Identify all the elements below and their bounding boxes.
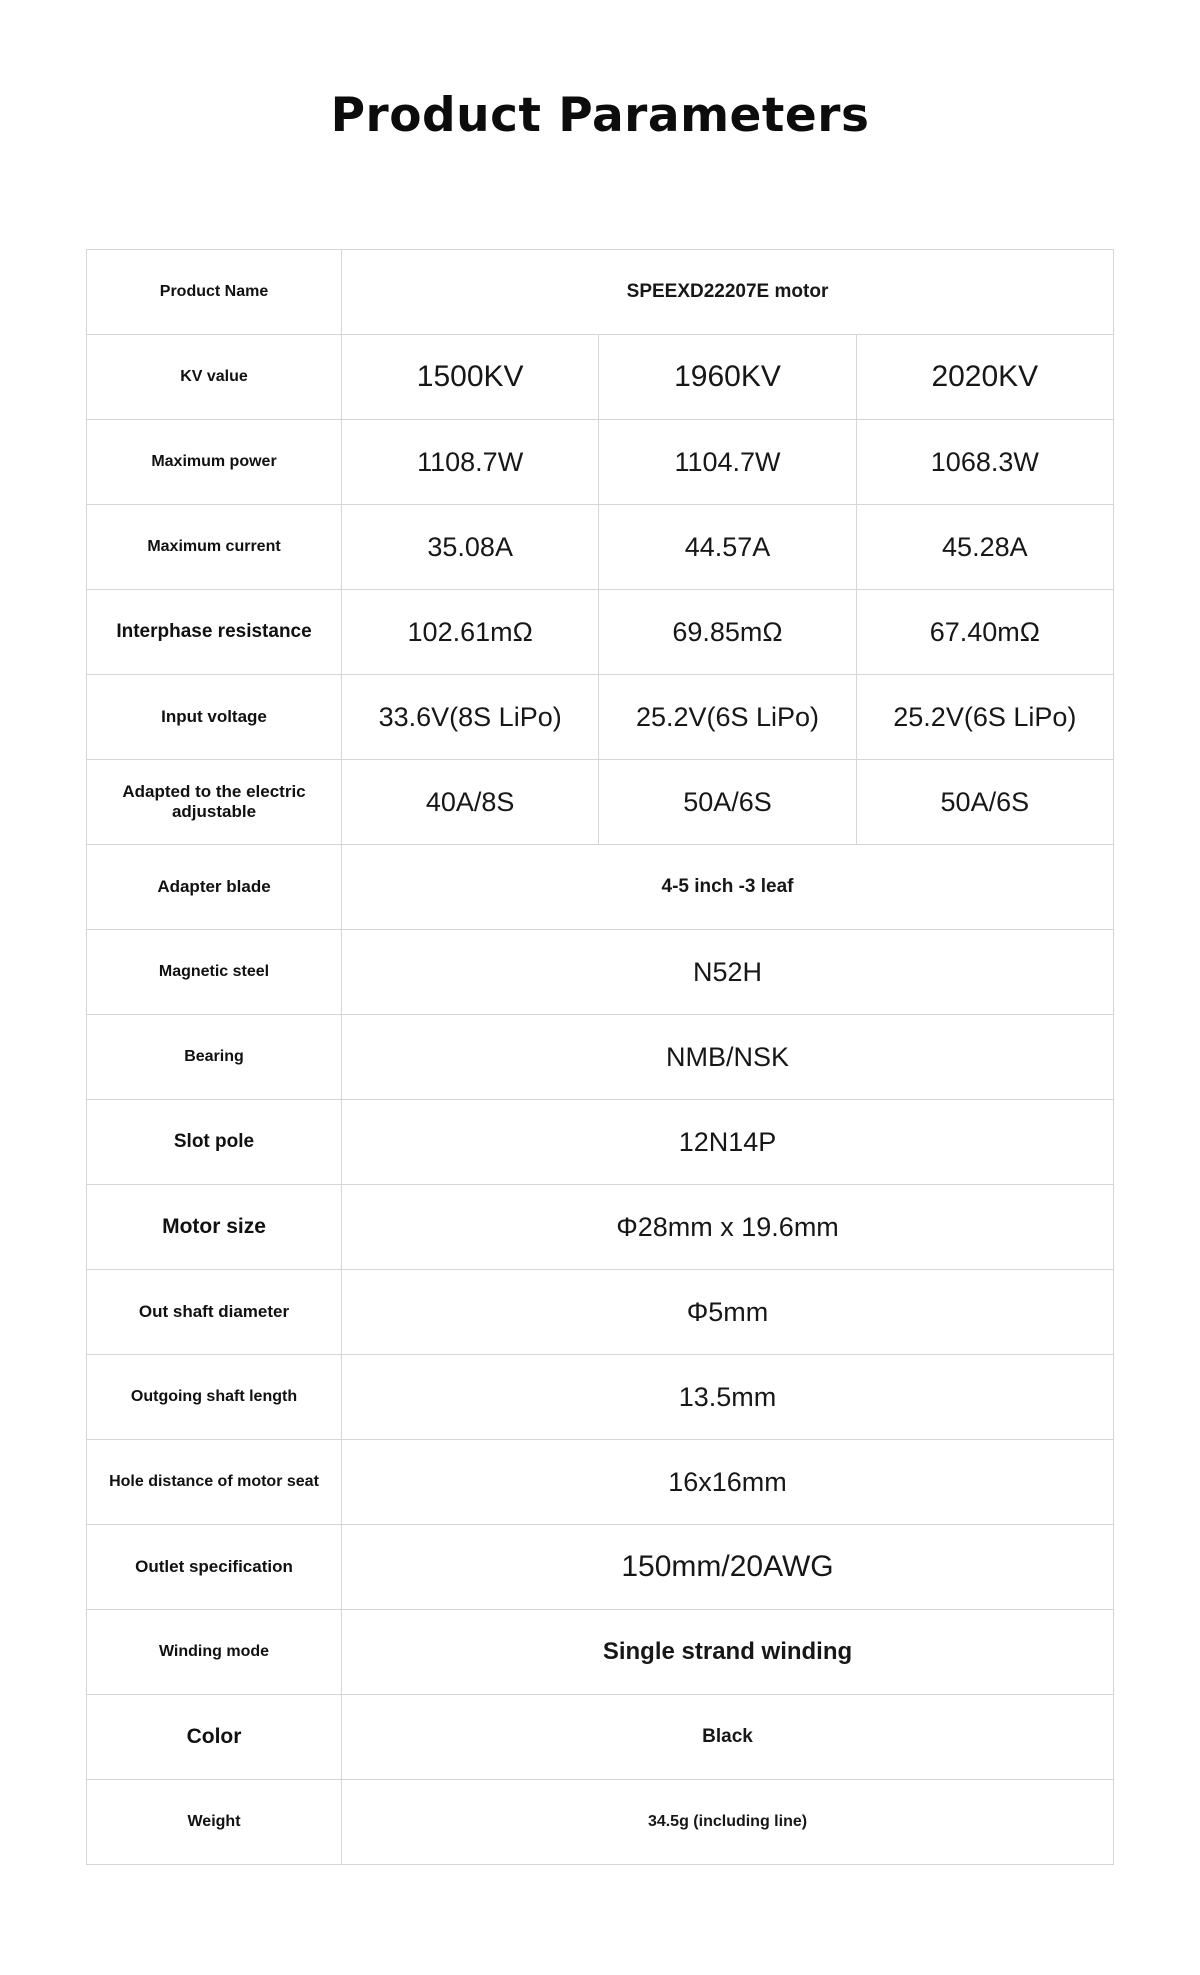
table-row [87, 1015, 1114, 1100]
row-value: NMB/NSK [342, 1015, 1114, 1100]
table-row [87, 675, 1114, 760]
row-label: Outgoing shaft length [87, 1355, 342, 1440]
table-row [87, 420, 1114, 505]
row-label: Motor size [87, 1185, 342, 1270]
spec-table [86, 249, 1114, 1865]
row-label: Weight [87, 1780, 342, 1865]
row-value-2: 25.2V(6S LiPo) [599, 675, 856, 760]
row-value-1: 1108.7W [342, 420, 599, 505]
table-row [87, 1440, 1114, 1525]
row-value-1: 40A/8S [342, 760, 599, 845]
row-value: 16x16mm [342, 1440, 1114, 1525]
row-value-2: 1960KV [599, 335, 856, 420]
row-value-3: 1068.3W [856, 420, 1113, 505]
table-row [87, 1780, 1114, 1865]
row-value-3: 45.28A [856, 505, 1113, 590]
row-value: 4-5 inch -3 leaf [342, 845, 1114, 930]
row-value-1: 1500KV [342, 335, 599, 420]
row-label: KV value [87, 335, 342, 420]
table-row [87, 590, 1114, 675]
row-value: Φ28mm x 19.6mm [342, 1185, 1114, 1270]
row-value-3: 2020KV [856, 335, 1113, 420]
row-value-2: 69.85mΩ [599, 590, 856, 675]
row-value: 12N14P [342, 1100, 1114, 1185]
table-row [87, 1270, 1114, 1355]
row-label: Product Name [87, 250, 342, 335]
table-row [87, 845, 1114, 930]
table-row [87, 1185, 1114, 1270]
row-value: 13.5mm [342, 1355, 1114, 1440]
table-row [87, 1695, 1114, 1780]
row-value-3: 50A/6S [856, 760, 1113, 845]
row-value-3: 67.40mΩ [856, 590, 1113, 675]
row-label: Hole distance of motor seat [87, 1440, 342, 1525]
row-label: Bearing [87, 1015, 342, 1100]
table-row [87, 1525, 1114, 1610]
table-row [87, 250, 1114, 335]
row-label: Maximum current [87, 505, 342, 590]
row-label: Adapter blade [87, 845, 342, 930]
table-row [87, 1610, 1114, 1695]
table-row [87, 760, 1114, 845]
table-row [87, 335, 1114, 420]
page-title: Product Parameters [330, 88, 870, 143]
row-value-3: 25.2V(6S LiPo) [856, 675, 1113, 760]
table-row [87, 1100, 1114, 1185]
row-label: Winding mode [87, 1610, 342, 1695]
row-value: N52H [342, 930, 1114, 1015]
row-label: Color [87, 1695, 342, 1780]
row-label: Slot pole [87, 1100, 342, 1185]
row-value-1: 35.08A [342, 505, 599, 590]
row-value-2: 50A/6S [599, 760, 856, 845]
row-value: Single strand winding [342, 1610, 1114, 1695]
row-label: Magnetic steel [87, 930, 342, 1015]
row-value-1: 102.61mΩ [342, 590, 599, 675]
table-row [87, 930, 1114, 1015]
spec-table-wrapper [86, 249, 1114, 1865]
row-value: 150mm/20AWG [342, 1525, 1114, 1610]
row-label: Interphase resistance [87, 590, 342, 675]
row-label: Out shaft diameter [87, 1270, 342, 1355]
row-value: 34.5g (including line) [342, 1780, 1114, 1865]
row-value: Black [342, 1695, 1114, 1780]
row-label: Input voltage [87, 675, 342, 760]
row-label: Outlet specification [87, 1525, 342, 1610]
table-row [87, 505, 1114, 590]
row-value: Φ5mm [342, 1270, 1114, 1355]
row-value: SPEEXD22207E motor [342, 250, 1114, 335]
table-row [87, 1355, 1114, 1440]
row-value-2: 44.57A [599, 505, 856, 590]
spec-table-body [87, 250, 1114, 1865]
row-value-1: 33.6V(8S LiPo) [342, 675, 599, 760]
row-value-2: 1104.7W [599, 420, 856, 505]
row-label: Maximum power [87, 420, 342, 505]
row-label: Adapted to the electric adjustable [87, 760, 342, 845]
